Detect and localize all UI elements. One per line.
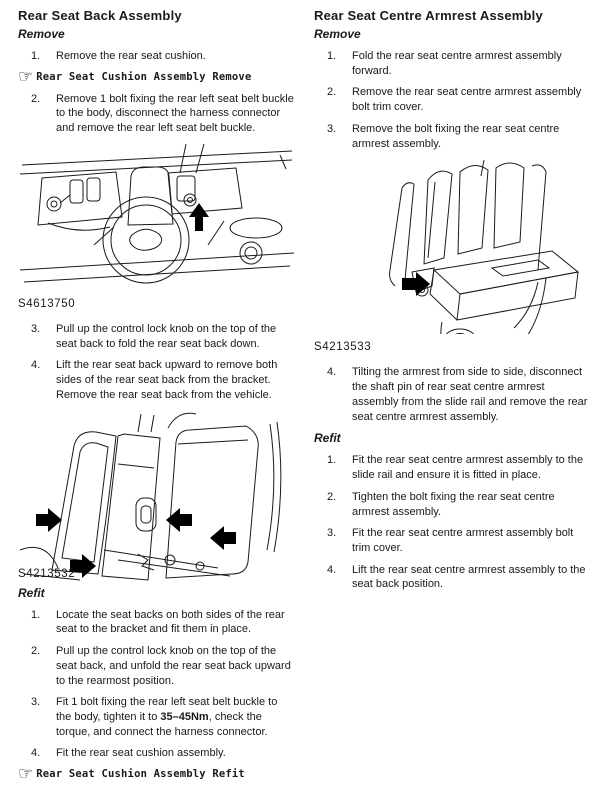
figure-label: S4213532 bbox=[18, 567, 76, 580]
right-column bbox=[314, 6, 592, 789]
remove-subheading: Remove bbox=[314, 27, 361, 41]
refit-subheading: Refit bbox=[18, 585, 45, 600]
left-column bbox=[18, 6, 296, 789]
step-row bbox=[18, 358, 296, 402]
step-text: Fit the rear seat centre armrest assembly to the slide rail and ensure it is fitted in place. bbox=[352, 454, 584, 482]
section-title-rear-seat-back: Rear Seat Back Assembly bbox=[18, 8, 182, 23]
step-row bbox=[18, 695, 296, 739]
step-text-part: , check the torque, and connect the harness connector. bbox=[56, 711, 268, 738]
step-number: 4. bbox=[31, 359, 41, 372]
step-number: 4. bbox=[327, 563, 337, 576]
refit-subheading: Refit bbox=[314, 431, 341, 446]
step-row bbox=[18, 92, 296, 136]
step-text-part: Fit 1 bolt fixing the rear left seat belt buckle to the body, tighten it to bbox=[56, 696, 278, 724]
step-text: Pull up the control lock knob on the top of the seat back, and unfold the rear seat back upward to the rearmost position. bbox=[56, 645, 291, 687]
step-row bbox=[18, 644, 296, 688]
step-number: 3. bbox=[327, 122, 337, 135]
step-number: 3. bbox=[31, 696, 41, 709]
step-text: Tighten the bolt fixing the rear seat centre armrest assembly. bbox=[352, 490, 555, 518]
step-text: Locate the seat backs on both sides of the rear seat to the bracket and fit them in place. bbox=[56, 608, 285, 636]
step-number: 2. bbox=[327, 490, 337, 503]
step-row bbox=[18, 746, 296, 761]
centre-armrest-illustration bbox=[314, 158, 592, 334]
step-row bbox=[314, 49, 592, 78]
step-text: Remove the rear seat centre armrest assembly bolt trim cover. bbox=[352, 86, 582, 114]
seat-pan-illustration bbox=[18, 143, 296, 291]
step-number: 4. bbox=[327, 366, 337, 379]
step-number: 3. bbox=[327, 527, 337, 540]
step-text: Lift the rear seat centre armrest assembly to the seat back position. bbox=[352, 563, 586, 591]
step-row bbox=[314, 490, 592, 519]
figure-arrow bbox=[36, 508, 62, 532]
figure-seat-pan bbox=[18, 143, 296, 310]
remove-subheading: Remove bbox=[18, 27, 65, 41]
xref-label: Rear Seat Cushion Assembly Remove bbox=[36, 70, 252, 83]
step-number: 1. bbox=[327, 454, 337, 467]
step-number: 4. bbox=[31, 747, 41, 760]
section-title-centre-armrest: Rear Seat Centre Armrest Assembly bbox=[314, 8, 543, 23]
step-row bbox=[314, 365, 592, 424]
step-text: Lift the rear seat back upward to remove both sides of the rear seat back from the bracket. Remove the rear seat back from the vehicle. bbox=[56, 359, 278, 401]
step-text: Remove the bolt fixing the rear seat centre armrest assembly. bbox=[352, 122, 560, 150]
xref-rear-seat-cushion-remove[interactable] bbox=[18, 66, 296, 86]
step-text: Remove 1 bolt fixing the rear left seat belt buckle to the body, disconnect the harness connector and remove the rear left seat belt buckle. bbox=[56, 92, 294, 135]
figure-label: S4213533 bbox=[314, 341, 372, 354]
step-number: 1. bbox=[31, 608, 41, 621]
step-row bbox=[314, 122, 592, 151]
step-row bbox=[18, 608, 296, 637]
figure-arrow bbox=[402, 272, 430, 296]
step-number: 2. bbox=[31, 645, 41, 658]
step-number: 2. bbox=[31, 92, 41, 105]
figure-centre-armrest bbox=[314, 158, 592, 353]
step-text: Remove the rear seat cushion. bbox=[56, 50, 206, 62]
figure-seat-backs bbox=[18, 410, 296, 582]
step-row bbox=[18, 322, 296, 351]
pointing-hand-icon: ☞ bbox=[18, 66, 34, 86]
step-number: 3. bbox=[31, 322, 41, 335]
step-number: 1. bbox=[31, 50, 41, 62]
step-row bbox=[314, 563, 592, 592]
pointing-hand-icon: ☞ bbox=[18, 764, 34, 784]
torque-value: 35–45Nm bbox=[160, 711, 209, 724]
step-text: Tilting the armrest from side to side, disconnect the shaft pin of rear seat centre armrest assembly from the slide rail and remove the rear seat centre armrest assembly. bbox=[352, 366, 588, 423]
step-text: Fit the rear seat centre armrest assembly bolt trim cover. bbox=[352, 527, 574, 555]
step-number: 1. bbox=[327, 50, 337, 62]
step-row bbox=[18, 49, 296, 64]
xref-rear-seat-cushion-refit[interactable] bbox=[18, 764, 296, 784]
step-number: 2. bbox=[327, 86, 337, 99]
step-row bbox=[314, 526, 592, 555]
figure-arrow bbox=[189, 203, 209, 231]
figure-arrow bbox=[210, 526, 236, 550]
step-row bbox=[314, 85, 592, 114]
xref-label: Rear Seat Cushion Assembly Refit bbox=[36, 768, 245, 781]
step-row bbox=[314, 453, 592, 482]
figure-label: S4613750 bbox=[18, 297, 76, 310]
seat-backs-illustration bbox=[18, 410, 296, 582]
step-text bbox=[56, 695, 296, 739]
step-text: Pull up the control lock knob on the top of the seat back to fold the rear seat back down. bbox=[56, 322, 277, 350]
step-text: Fit the rear seat cushion assembly. bbox=[56, 747, 226, 760]
step-text: Fold the rear seat centre armrest assembly forward. bbox=[352, 50, 562, 77]
